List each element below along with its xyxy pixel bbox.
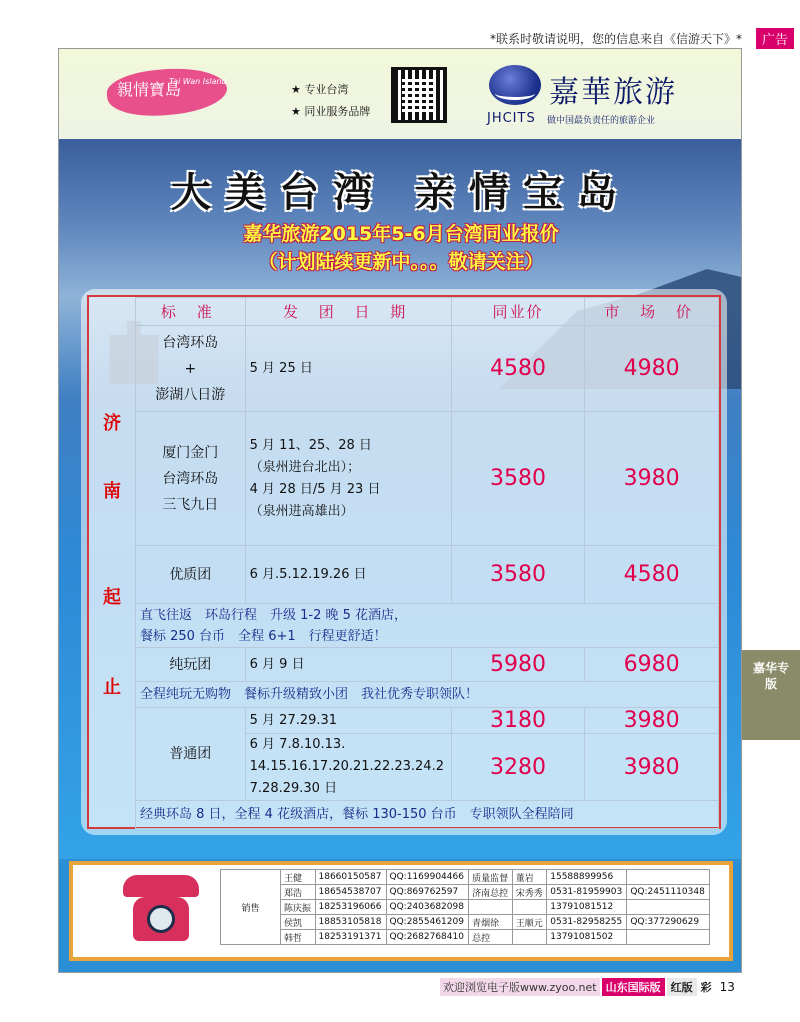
dates-cell [245,326,451,412]
contact-cell: 18253191371 [315,930,386,945]
contact-cell [627,930,710,945]
date-line: 6 月 7.8.10.13. [249,737,346,752]
contact-cell: 王健 [281,870,316,885]
contact-cell: QQ:869762597 [386,885,469,900]
source-notice: *联系时敬请说明，您的信息来自《信游天下》* [489,32,742,46]
contact-row [221,930,710,945]
date-line: 6 月.5.12.19.26 日 [249,566,367,582]
route-line: 优质团 [169,566,212,583]
dates-cell: 5 月 27.29.31 [245,708,451,734]
price-table [135,297,719,829]
contact-cell: QQ:1169904466 [386,870,469,885]
ad-page [58,48,742,973]
contact-cell: 18654538707 [315,885,386,900]
route-cell: 纯玩团 [136,648,246,682]
contact-cell: QQ:2855461209 [386,915,469,930]
col-header: 同业价 [451,298,585,326]
contact-table [220,869,710,945]
contact-row [221,900,710,915]
globe-logo-icon [489,65,541,105]
date-line: 4 月 28 日/5 月 23 日 [249,481,381,497]
header-bullets [291,79,370,123]
header [59,49,742,139]
note-cell: 全程纯玩无购物 餐标升级精致小团 我社优秀专职领队！ [136,682,719,708]
contact-cell: QQ:377290629 [627,915,710,930]
trade-price: 4580 [451,326,585,412]
footer-red: 红版 [667,978,697,996]
brand-code: JHCITS [487,111,536,126]
date-line: （泉州进高雄出） [249,503,354,519]
market-price: 3980 [585,412,719,546]
logo-subtext: Tai Wan Island [169,77,227,86]
table-row [136,648,719,682]
origin-char: 南 [103,481,121,502]
hero-subtitle-note: （计划陆续更新中。。。敬请关注） [258,251,544,273]
contact-cell: 宋秀秀 [512,885,547,900]
market-price: 3980 [585,708,719,734]
col-header: 市 场 价 [585,298,719,326]
dates-cell [245,412,451,546]
contact-cell [469,900,513,915]
section-tab [742,650,800,740]
dates-cell [245,546,451,604]
route-line: 厦门金门 [162,444,219,461]
brand-slogan: 做中国最负责任的旅游企业 [547,116,656,126]
contact-cell: 质量监督 [469,870,513,885]
note-row [136,604,719,648]
route-line: + [184,360,197,377]
date-line: 5 月 11、25、28 日 [249,437,372,453]
market-price: 6980 [585,648,719,682]
contact-cell: 陈庆振 [281,900,316,915]
footer-browse: 欢迎浏览电子版www.zyoo.net [440,978,600,996]
contact-cell: 0531-81959903 [547,885,627,900]
route-cell [136,412,246,546]
hero-title: 大美台湾 亲情宝岛 [171,169,631,216]
footer-edition: 山东国际版 [602,978,665,996]
route-cell [136,326,246,412]
market-price: 4980 [585,326,719,412]
date-line: 5 月 25 日 [249,360,313,376]
contact-cell: 18660150587 [315,870,386,885]
contact-cell: 济南总控 [469,885,513,900]
dates-cell [245,734,451,801]
contact-cell: 总控 [469,930,513,945]
origin-label [89,297,135,827]
contact-cell: 侯凯 [281,915,316,930]
route-line: 三飞九日 [162,496,219,513]
hero-subtitle: 嘉华旅游2015年5-6月台湾同业报价 [243,223,559,245]
contact-cell [627,870,710,885]
contact-row [221,870,710,885]
footer-color: 彩 [700,981,712,994]
col-header: 标 准 [136,298,246,326]
contact-cell: 韩哲 [281,930,316,945]
table-row [136,412,719,546]
table-header-row [136,298,719,326]
route-cell [136,546,246,604]
col-header: 发 团 日 期 [245,298,451,326]
market-price: 4580 [585,546,719,604]
contact-cell: 王顺元 [512,915,547,930]
price-panel [81,289,727,835]
telephone-icon [123,875,195,945]
trade-price: 3180 [451,708,585,734]
date-line: 14.15.16.17.20.21.22.23.24.2 [249,759,444,774]
contact-cell: 13791081502 [547,930,627,945]
contact-cell: 15588899956 [547,870,627,885]
brand-title: 嘉華旅游 [549,75,677,110]
date-line: （泉州进台北出）； [249,459,361,475]
contact-box [69,861,733,961]
table-row [136,546,719,604]
contact-cell: 18253196066 [315,900,386,915]
table-row [136,326,719,412]
qr-code-icon [391,67,447,123]
contact-cell: 13791081512 [547,900,627,915]
route-line: 澎湖八日游 [155,386,226,403]
note-row [136,801,719,829]
origin-char: 起 [103,587,121,608]
note-cell [136,604,719,648]
contact-row [221,885,710,900]
price-table-frame [87,295,721,829]
section-tab-line: 版 [764,677,777,691]
route-line: 台湾环岛 [162,470,219,487]
origin-char: 止 [103,677,121,698]
note-row [136,682,719,708]
contact-cell [627,900,710,915]
contact-cell: QQ:2451110348 [627,885,710,900]
route-line: 台湾环岛 [162,334,219,351]
contact-cell: 18853105818 [315,915,386,930]
dates-cell: 6 月 9 日 [245,648,451,682]
ad-tag: 广告 [756,28,794,49]
page-number: 13 [719,980,735,994]
trade-price: 3580 [451,546,585,604]
route-cell: 普通团 [136,708,246,801]
market-price: 3980 [585,734,719,801]
contact-cell: 董岩 [512,870,547,885]
date-line: 7.28.29.30 日 [249,781,338,796]
note-line: 直飞往返 环岛行程 升级 1-2 晚 5 花酒店， [140,607,408,623]
trade-price: 3280 [451,734,585,801]
contact-cell: QQ:2682768410 [386,930,469,945]
contact-row [221,915,710,930]
contact-cell: 0531-82958255 [547,915,627,930]
contact-cell [512,930,547,945]
table-row [136,708,719,734]
contact-cell: 郑浩 [281,885,316,900]
note-cell: 经典环岛 8 日，全程 4 花级酒店，餐标 130-150 台币 专职领队全程陪同 [136,801,719,829]
sales-label: 销售 [221,870,281,945]
contact-cell [512,900,547,915]
origin-char: 济 [103,413,121,434]
contact-cell: 青烟徐 [469,915,513,930]
section-tab-line: 嘉华专 [752,661,789,675]
bullet-item: ★ 同业服务品牌 [291,105,371,118]
contact-cell: QQ:2403682098 [386,900,469,915]
logo-text: 親情寶島 [117,80,182,99]
bullet-item: ★ 专业台湾 [291,83,349,96]
trade-price: 3580 [451,412,585,546]
trade-price: 5980 [451,648,585,682]
note-line: 餐标 250 台币 全程 6+1 行程更舒适！ [140,628,387,644]
footer [440,978,739,996]
